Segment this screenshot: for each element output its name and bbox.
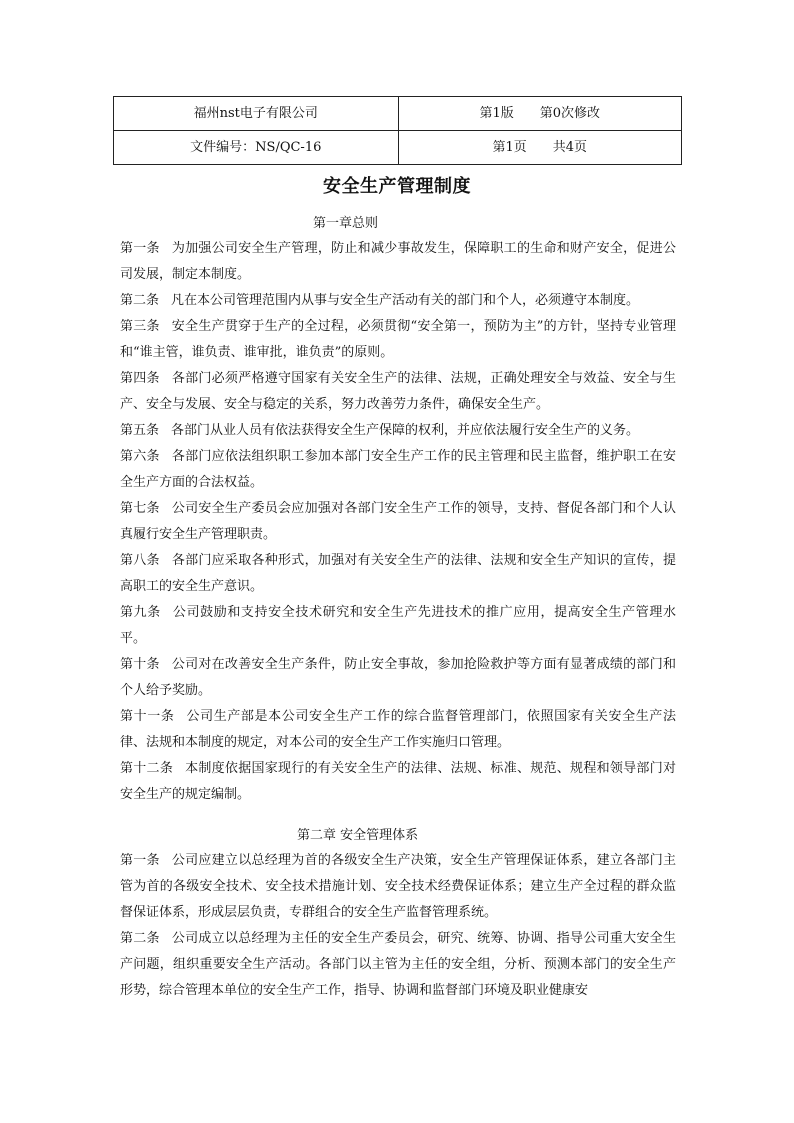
article-text: 公司对在改善安全生产条件，防止安全事故，参加抢险救护等方面有显著成绩的部门和个人给予奖励。 <box>120 657 676 698</box>
article-number: 第五条 <box>120 423 160 438</box>
article-paragraph <box>120 418 676 444</box>
company-name-cell <box>114 97 399 131</box>
article-number: 第四条 <box>120 371 160 386</box>
revision-label: 第0次修改 <box>539 106 601 121</box>
article-text: 公司安全生产委员会应加强对各部门安全生产工作的领导，支持、督促各部门和个人认真履行安全生产管理职责。 <box>120 501 676 542</box>
article-paragraph <box>120 496 676 548</box>
article-text: 各部门应依法组织职工参加本部门安全生产工作的民主管理和民主监督，维护职工在安全生产方面的合法权益。 <box>120 449 676 490</box>
page-current: 第1页 <box>492 140 527 155</box>
article-paragraph <box>120 236 676 288</box>
article-text: 各部门必须严格遵守国家有关安全生产的法律、法规，正确处理安全与效益、安全与生产、安全与发展、安全与稳定的关系，努力改善劳力条件，确保安全生产。 <box>120 371 676 412</box>
article-text: 为加强公司安全生产管理，防止和减少事故发生，保障职工的生命和财产安全，促进公司发展，制定本制度。 <box>120 241 676 282</box>
article-text: 公司应建立以总经理为首的各级安全生产决策，安全生产管理保证体系，建立各部门主管为首的各级安全技术、安全技术措施计划、安全技术经费保证体系；建立生产全过程的群众监督保证体系，形成层层负责，专群组合的安全生产监督管理系统。 <box>120 853 676 920</box>
page-info-cell <box>398 131 681 165</box>
article-number: 第三条 <box>120 319 160 334</box>
article-paragraph <box>120 314 676 366</box>
article-paragraph <box>120 288 676 314</box>
document-title: 安全生产管理制度 <box>323 176 471 197</box>
article-paragraph <box>120 756 676 808</box>
article-text: 各部门应采取各种形式，加强对有关安全生产的法律、法规和安全生产知识的宣传，提高职工的安全生产意识。 <box>120 553 676 594</box>
article-number: 第一条 <box>120 241 160 256</box>
edition-label: 第1版 <box>479 106 514 121</box>
page-total: 共4页 <box>552 140 588 155</box>
doc-number: 文件编号：NS/QC-16 <box>190 140 322 155</box>
article-paragraph <box>120 926 676 1004</box>
article-text: 公司成立以总经理为主任的安全生产委员会，研究、统筹、协调、指导公司重大安全生产问题，组织重要安全生产活动。各部门以主管为主任的安全组，分析、预测本部门的安全生产形势，综合管理本单位的安全生产工作，指导、协调和监督部门环境及职业健康安 <box>120 931 676 998</box>
article-number: 第一条 <box>120 853 160 868</box>
article-paragraph <box>120 548 676 600</box>
article-text: 公司生产部是本公司安全生产工作的综合监督管理部门，依照国家有关安全生产法律、法规和本制度的规定，对本公司的安全生产工作实施归口管理。 <box>120 709 676 750</box>
article-text: 公司鼓励和支持安全技术研究和安全生产先进技术的推广应用，提高安全生产管理水平。 <box>120 605 676 646</box>
article-text: 本制度依据国家现行的有关安全生产的法律、法规、标准、规范、规程和领导部门对安全生产的规定编制。 <box>120 761 676 802</box>
header-row <box>114 97 682 131</box>
article-number: 第九条 <box>120 605 161 620</box>
article-paragraph <box>120 848 676 926</box>
chapter-heading: 第二章 安全管理体系 <box>297 828 419 843</box>
version-cell <box>398 97 681 131</box>
document-header-table <box>113 96 682 165</box>
article-paragraph <box>120 704 676 756</box>
article-number: 第八条 <box>120 553 160 568</box>
chapter-1-articles <box>120 236 676 808</box>
article-number: 第二条 <box>120 293 160 308</box>
doc-number-cell <box>114 131 399 165</box>
article-paragraph <box>120 366 676 418</box>
chapter-heading: 第一章总则 <box>313 216 379 231</box>
article-text: 安全生产贯穿于生产的全过程，必须贯彻“安全第一，预防为主”的方针，坚持专业管理和“谁主管，谁负责、谁审批，谁负责”的原则。 <box>120 319 676 360</box>
article-number: 第七条 <box>120 501 160 516</box>
article-number: 第十条 <box>120 657 160 672</box>
article-text: 凡在本公司管理范围内从事与安全生产活动有关的部门和个人，必须遵守本制度。 <box>171 293 640 308</box>
article-text: 各部门从业人员有依法获得安全生产保障的权利，并应依法履行安全生产的义务。 <box>171 423 640 438</box>
article-paragraph <box>120 600 676 652</box>
article-number: 第六条 <box>120 449 160 464</box>
article-number: 第十一条 <box>120 709 175 724</box>
article-number: 第十二条 <box>120 761 174 776</box>
company-name: 福州nst电子有限公司 <box>193 106 318 121</box>
chapter-2-articles <box>120 848 676 1004</box>
article-number: 第二条 <box>120 931 160 946</box>
header-row <box>114 131 682 165</box>
article-paragraph <box>120 444 676 496</box>
article-paragraph <box>120 652 676 704</box>
